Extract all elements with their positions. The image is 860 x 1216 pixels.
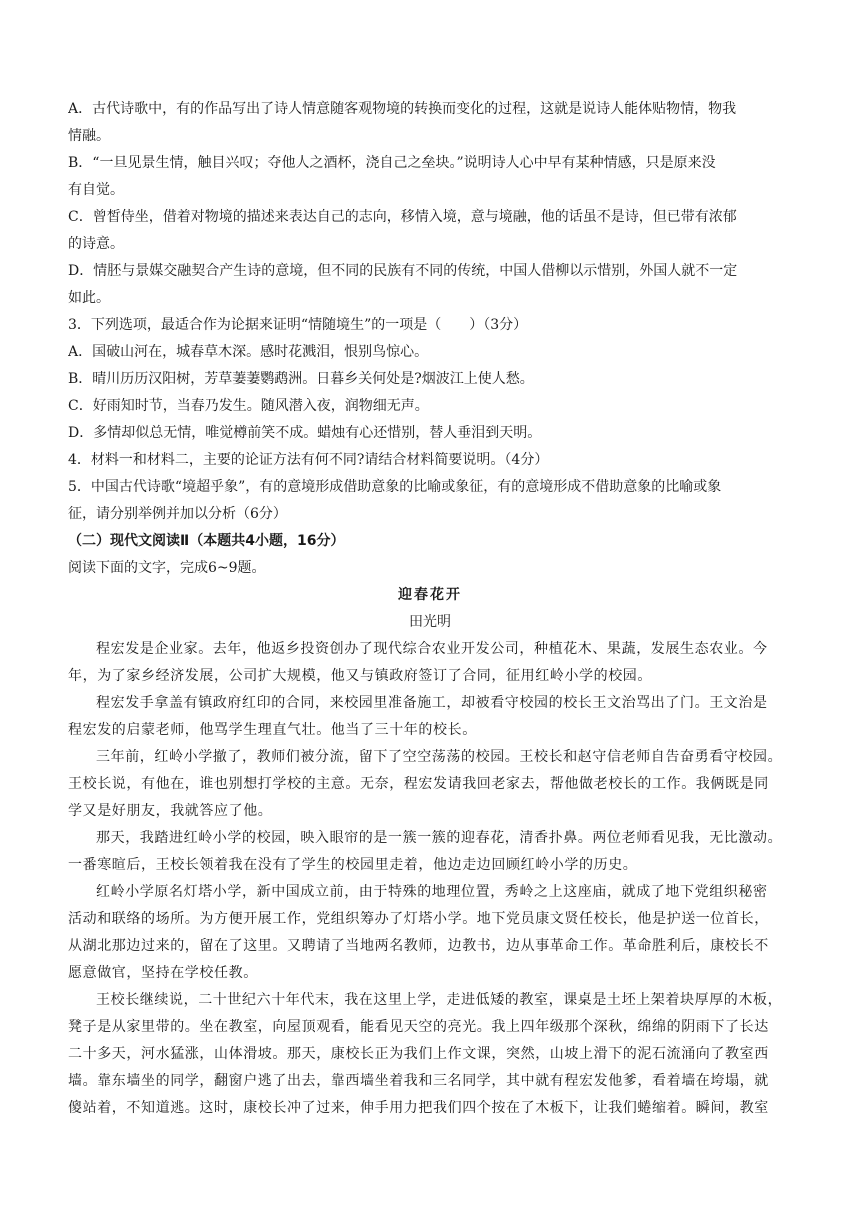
- paragraph: [68, 879, 792, 987]
- article-author: 田光明: [409, 614, 451, 630]
- question-3-option-b: B．晴川历历汉阳树，芳草萋萋鹦鹉洲。日暮乡关何处是?烟波江上使人愁。: [68, 371, 534, 387]
- option-d-line-2: 如此。: [68, 290, 110, 306]
- paragraph-line: 年，为了家乡经济发展，公司扩大规模，他又与镇政府签订了合同，征用红岭小学的校园。: [68, 668, 652, 684]
- paragraph-line: 一番寒暄后，王校长领着我在没有了学生的校园里走着，他边走边回顾红岭小学的历史。: [68, 857, 638, 873]
- section-heading: （二）现代文阅读Ⅱ（本题共4小题，16分）: [68, 533, 345, 549]
- option-d-line-1: D．情胚与景媒交融契合产生诗的意境，但不同的民族有不同的传统，中国人借柳以示惜别，外国人就不一定: [68, 263, 738, 279]
- question-3-option-a: A．国破山河在，城春草木深。感时花溅泪，恨别鸟惊心。: [68, 344, 429, 360]
- question-2-options: [68, 96, 792, 312]
- exam-page: [68, 96, 792, 1122]
- paragraph-line: 墙。靠东墙坐的同学，翻窗户逃了出去，靠西墙坐着我和三名同学，其中就有程宏发他爹，看着墙在垮塌，就: [68, 1073, 769, 1089]
- paragraph-line: 程宏发的启蒙老师，他骂学生理直气壮。他当了三十年的校长。: [68, 722, 477, 738]
- paragraph-line: 活动和联络的场所。为方便开展工作，党组织筹办了灯塔小学。地下党员康文贤任校长，他是护送一位首长，: [68, 911, 769, 927]
- paragraph: [68, 690, 792, 744]
- article-title: 迎春花开: [398, 587, 462, 603]
- article-body: [68, 636, 792, 1122]
- paragraph-line: 红岭小学原名灯塔小学，新中国成立前，由于特殊的地理位置，秀岭之上这座庙，就成了地下党组织秘密: [96, 884, 768, 900]
- question-3-option-d: D．多情却似总无情，唯觉樽前笑不成。蜡烛有心还惜别，替人垂泪到天明。: [68, 425, 542, 441]
- option-c-line-2: 的诗意。: [68, 236, 124, 252]
- reading-instruction: 阅读下面的文字，完成6~9题。: [68, 560, 266, 576]
- option-a-line-1: A．古代诗歌中，有的作品写出了诗人情意随客观物境的转换而变化的过程，这就是说诗人能体贴物情，物我: [68, 101, 737, 117]
- paragraph: [68, 744, 792, 825]
- paragraph: [68, 636, 792, 690]
- paragraph-line: 程宏发手拿盖有镇政府红印的合同，来校园里准备施工，却被看守校园的校长王文治骂出了门。王文治是: [96, 695, 768, 711]
- question-5: [68, 474, 792, 528]
- question-3-stem: 3．下列选项，最适合作为论据来证明“情随境生”的一项是（ ）（3分）: [68, 317, 528, 333]
- paragraph-line: 三年前，红岭小学撤了，教师们被分流，留下了空空荡荡的校园。王校长和赵守信老师自告奋勇看守校园。: [96, 749, 783, 765]
- paragraph-line: 王校长说，有他在，谁也别想打学校的主意。无奈，程宏发请我回老家去，帮他做老校长的工作。我俩既是同: [68, 776, 769, 792]
- paragraph-line: 傻站着，不知道逃。这时，康校长冲了过来，伸手用力把我们四个按在了木板下，让我们蜷缩着。瞬间，教室: [68, 1100, 769, 1116]
- paragraph-line: 程宏发是企业家。去年，他返乡投资创办了现代综合农业开发公司，种植花木、果蔬，发展生态农业。今: [96, 641, 768, 657]
- paragraph: [68, 825, 792, 879]
- paragraph-line: 王校长继续说，二十世纪六十年代末，我在这里上学，走进低矮的教室，课桌是土坯上架着块厚厚的木板，: [96, 992, 783, 1008]
- paragraph-line: 凳子是从家里带的。坐在教室，向屋顶观看，能看见天空的亮光。我上四年级那个深秋，绵绵的阴雨下了长达: [68, 1019, 769, 1035]
- paragraph-line: 二十多天，河水猛涨，山体滑坡。那天，康校长正为我们上作文课，突然，山坡上滑下的泥石流涌向了教室西: [68, 1046, 769, 1062]
- question-5-line-2: 征，请分别举例并加以分析（6分）: [68, 506, 287, 522]
- paragraph: [68, 987, 792, 1122]
- option-b-line-1: B．“一旦见景生情，触目兴叹；夺他人之酒杯，浇自己之垒块。”说明诗人心中早有某种情感，只是原来没: [68, 155, 716, 171]
- paragraph-line: 那天，我踏进红岭小学的校园，映入眼帘的是一簇一簇的迎春花，清香扑鼻。两位老师看见我，无比激动。: [96, 830, 783, 846]
- option-a-line-2: 情融。: [68, 128, 110, 144]
- question-3-option-c: C．好雨知时节，当春乃发生。随风潜入夜，润物细无声。: [68, 398, 429, 414]
- paragraph-line: 学又是好朋友，我就答应了他。: [68, 803, 273, 819]
- question-4: 4．材料一和材料二，主要的论证方法有何不同?请结合材料简要说明。（4分）: [68, 452, 549, 468]
- option-c-line-1: C．曾皙侍坐，借着对物境的描述来表达自己的志向，移情入境，意与境融，他的话虽不是诗，但已带有浓郁: [68, 209, 737, 225]
- option-b-line-2: 有自觉。: [68, 182, 124, 198]
- paragraph-line: 从湖北那边过来的，留在了这里。又聘请了当地两名教师，边教书，边从事革命工作。革命胜利后，康校长不: [68, 938, 769, 954]
- question-5-line-1: 5．中国古代诗歌“境超乎象”，有的意境形成借助意象的比喻或象征，有的意境形成不借助意象的比喻或象: [68, 479, 722, 495]
- paragraph-line: 愿意做官，坚持在学校任教。: [68, 965, 258, 981]
- question-3: [68, 312, 792, 447]
